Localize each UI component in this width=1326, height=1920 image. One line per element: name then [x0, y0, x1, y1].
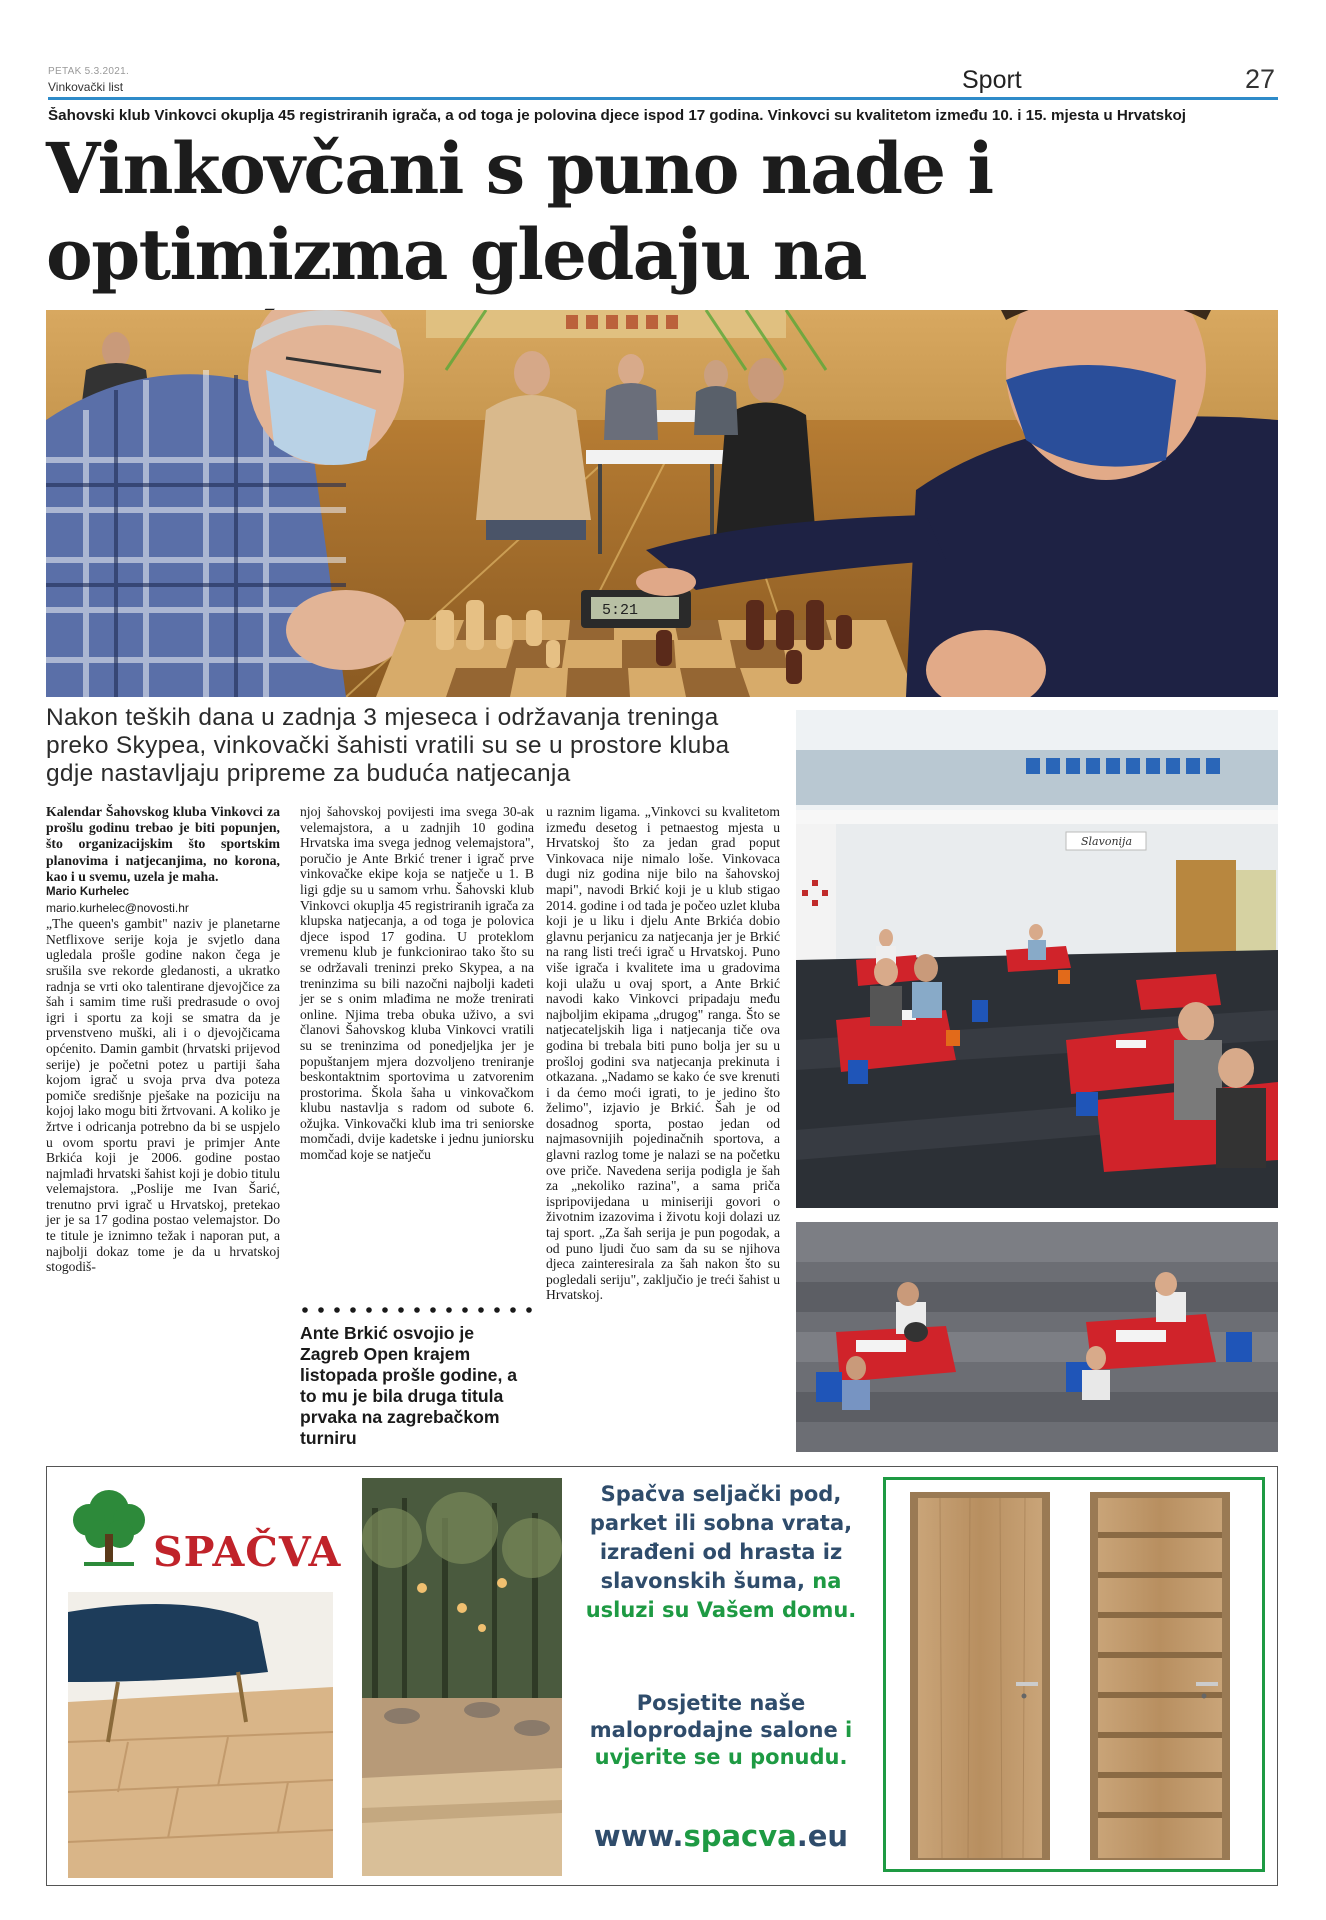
ad-visit-a: Posjetite naše maloprodajne salone: [589, 1691, 838, 1742]
article-intro: Kalendar Šahovskog kluba Vinkovci za prošlu godinu trebao je biti popunjen, što organizacijskim što sportskim planovima i natjecanjima, no korona, kao i u svemu, uzela je maha.: [46, 804, 280, 884]
restaurant-illustration: [362, 1478, 562, 1876]
ad-photo-restaurant: [362, 1478, 562, 1876]
ad-url-prefix: www.: [593, 1819, 684, 1853]
ad-url-suffix: .eu: [796, 1819, 849, 1853]
door-left: [910, 1492, 1050, 1860]
column-3-text: u raznim ligama. „Vinkovci su kvalitetom između desetog i petnaestog mjesta u Hrvatskoj što za jedan grad poput Vinkovaca nije nimalo loše. Vinkovaca dugi niz godina nije bilo na šahovskoj mapi", navodi Brkić koji je u klub stigao 2014. godine i od tada je počeo uzlet kluba koji je u liku i djelu Ante Brkića dobio glavnu perjanicu za natjecanja jer je Brkić na rang listi treći igrač u Hrvatskoj. Puno više igrača i kvalitete ima u gradovima koji ulažu u ovaj sport, a Ante Brkić navodi kako Vinkovci pripadaju među najboljim ekipama „drugog" ranga. Što se natjecateljskih liga i natjecanja tiče ova godina bi trebala biti puno bolja jer su u prošloj godini sva natjecanja prekinuta i otkazana. „Nadamo se kako će sve krenuti i da ćemo moći igrati, to je jedino što želimo", izjavio je Brkić. Šah je od dosadnog sporta, postao jedan od najmasovnijih pojedinačnih sportova, a glavni razlog tome je nalazi se na početku ove priče. Navedena serija podigla je šah za „nekoliko razina", a sama priča ispripovijedana u miniseriji govori o životnim izazovima i životu koji dolazi uz taj sport. „Za šah serija je pun pogodak, a od puno ljudi čuo sam da su se njihova djeca zainteresirala za šah nakon što su pogledali seriju", zaključio je treći šahist u Hrvatskoj.: [546, 804, 780, 1303]
article-column-1: [46, 804, 280, 1275]
hall-banner: Slavonija: [1081, 835, 1133, 848]
section-name: Sport: [962, 66, 1022, 94]
header-rule: [48, 97, 1278, 100]
chess-clock-display: 5:21: [602, 602, 639, 619]
column-2-text: njoj šahovskoj povijesti ima svega 30-ak velemajstora, a u zadnjih 10 godina Hrvatska ima svega jednog velemajstora", poručio je Ante Brkić trener i igrač prve vinkovačke ekipe koja se natječe u 1. B ligi gdje su u samom vrhu. Šahovski klub Vinkovci okuplja 45 registriranih igrača za klupska natjecanja, a od toga je polovica djece ispod 17 godina. U proteklom vremenu klub je funkcionirao tako što su se održavali treninzi preko Skypea, a na treninzima su bili nazočni najbolji kadeti jer se s onim mlađima ne može trenirati online. Njima treba obuka uživo, a svi članovi Šahovskog kluba Vinkovci vratili su se treninzima od ponedjeljka jer je popuštanjem mjera dozvoljeno treniranje beskontaktnim sportovima u zatvorenim prostorima. Škola šaha u vinkovačkom klubu nastavlja s radom od subote 6. ožujka. Vinkovački klub ima tri seniorske momčadi, dvije kadetske i jednu juniorsku momčad koje se natječu: [300, 804, 534, 1163]
newspaper-name: Vinkovački list: [48, 80, 124, 94]
article-lead: Nakon teških dana u zadnja 3 mjeseca i održavanja treninga preko Skypea, vinkovački šahisti vratili su se u prostore kluba gdje nastavljaju pripreme za buduća natjecanja: [46, 704, 730, 787]
main-photo-chess-players: [46, 310, 1278, 697]
ad-doors-illustration: [910, 1492, 1240, 1860]
photo-tables-from-above: [796, 1222, 1278, 1452]
ad-visit-text: [572, 1690, 870, 1771]
page-number: 27: [1245, 64, 1276, 94]
headline-line-2: optimizma gledaju na: [46, 213, 866, 296]
ad-visit-b: i uvjerite se u ponudu.: [594, 1718, 853, 1769]
ad-url-name: spacva: [683, 1819, 797, 1853]
issue-date: PETAK 5.3.2021.: [48, 66, 130, 77]
tree-logo-icon: [64, 1482, 154, 1572]
headline-line-1: Vinkovčani s puno nade i: [46, 127, 993, 210]
column-1-text: „The queen's gambit" naziv je planetarne Netflixove serije koja je svjetlo dana ugledala prošle godine nakon čega je srušila sve rekorde gledanosti, a ukratko radnja se vrti oko talentirane djevojčice za šah i samim time ruši predrasude o ovoj igri i sportu za koji se smatra da je prvenstveno muški, ali i o djevojčicama općenito. Damin gambit (hrvatski prijevod serije) je početni potez u partiji šaha kojom igrač u svoja prva dva poteza pomiče središnje pješake na poziciju na kojoj lako mogu biti žrtvovani. A koliko je žrtve i odricanja potrebno da bi se uspjelo u ovom sportu pravi je primjer Ante Brkića koji je 2006. godine postao najmlađi hrvatski šahist koji je dobio titulu velemajstora. „Poslije me Ivan Šarić, trenutno prvi igrač u Hrvatskoj, pretekao jer je sa 17 godina postao velemajstor. Do te titule je iznimno težak i naporan put, a najbolji dokaz tome je da u hrvatskoj stogodiš-: [46, 916, 280, 1275]
ad-headline-a: Spačva seljački pod, parket ili sobna vrata, izrađeni od hrasta iz slavonskih šuma,: [589, 1482, 853, 1593]
door-right: [1090, 1492, 1230, 1860]
pullquote-dots-divider: [300, 1305, 534, 1315]
club-hall-illustration: [796, 710, 1278, 1208]
ad-headline-b: na usluzi su Vašem domu.: [585, 1569, 857, 1622]
pullquote: Ante Brkić osvojio je Zagreb Open krajem listopada prošle godine, a to mu je bila druga titula prvaka na zagrebačkom turniru: [300, 1323, 518, 1448]
article-kicker: Šahovski klub Vinkovci okuplja 45 registriranih igrača, a od toga je polovina djece ispod 17 godina. Vinkovci su kvalitetom između 10. i 15. mjesta u Hrvatskoj: [48, 107, 1187, 124]
ad-logo: SPAČVA: [153, 1528, 342, 1576]
author-email: mario.kurhelec@novosti.hr: [46, 900, 189, 915]
ad-headline: [572, 1480, 870, 1625]
ad-website-link[interactable]: [572, 1819, 870, 1853]
floor-chair-illustration: [68, 1592, 333, 1878]
tables-illustration: [796, 1222, 1278, 1452]
photo-club-hall: [796, 710, 1278, 1208]
ad-photo-floor-chair: [68, 1592, 333, 1878]
author-name: Mario Kurhelec: [46, 886, 130, 899]
main-photo-illustration: [46, 310, 1278, 697]
article-column-2: [300, 804, 534, 1163]
article-column-3: [546, 804, 780, 1303]
